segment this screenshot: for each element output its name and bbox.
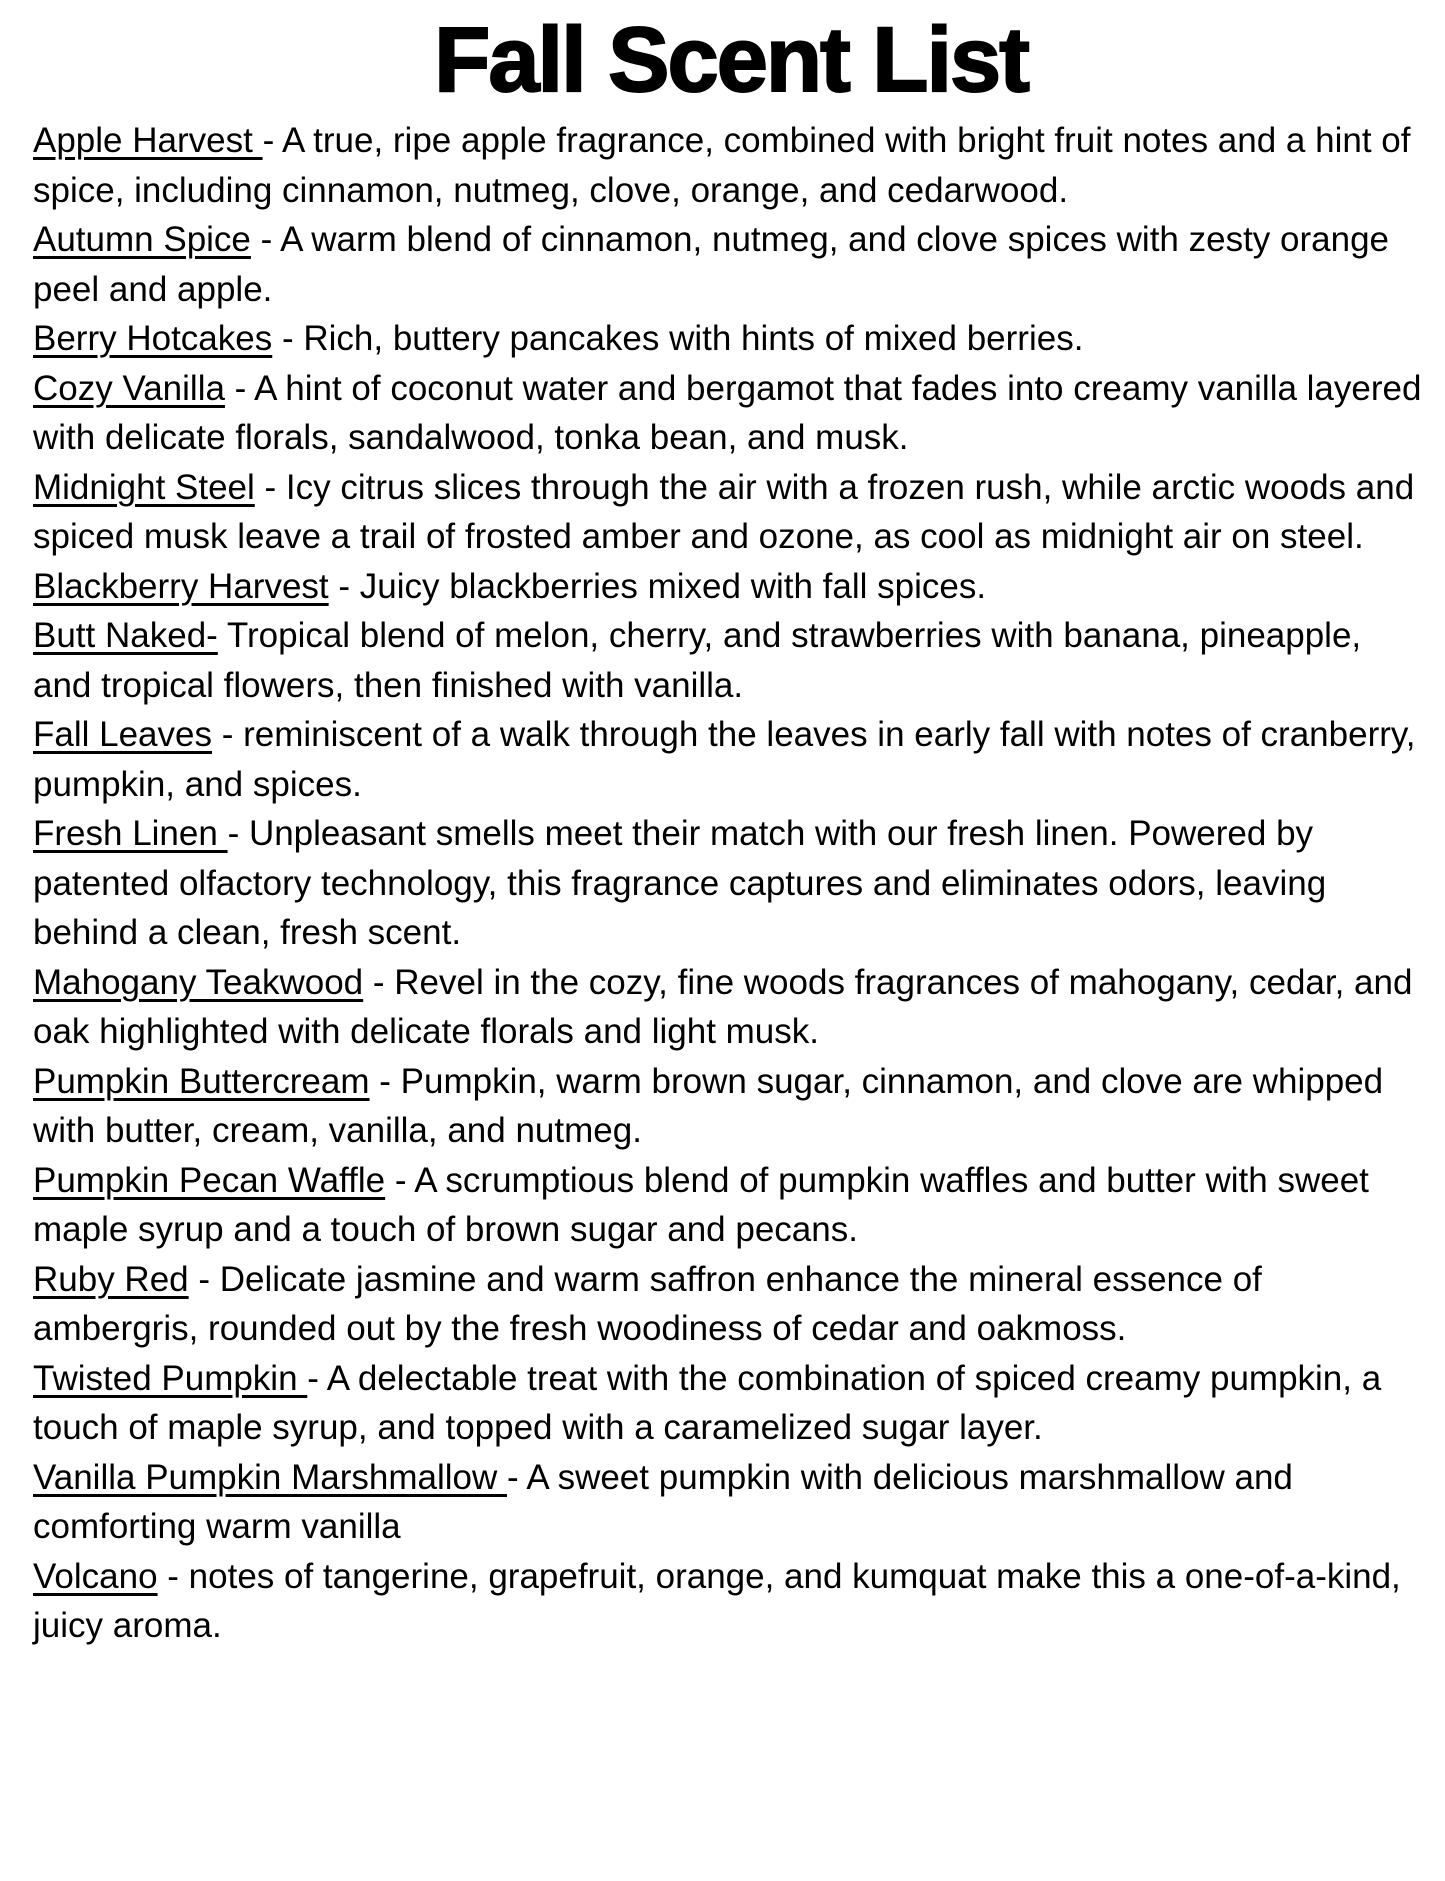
scent-description: - A scrumptious blend of pumpkin waffles and butter with sweet maple syrup and a touch of brown sugar and pecans. [33,1160,1379,1249]
scent-description: - A sweet pumpkin with delicious marshmallow and comforting warm vanilla [33,1457,1303,1546]
scent-name: Butt Naked- [33,616,218,655]
scent-entry [33,1552,1429,1651]
scent-name: Midnight Steel [33,467,255,507]
page-title: Fall Scent List [434,9,1028,111]
scent-entry [33,1354,1429,1453]
scent-entry [33,314,1429,364]
scent-entry [33,215,1429,314]
scent-description: - Juicy blackberries mixed with fall spices. [328,566,987,606]
scent-name: Autumn Spice [33,220,251,259]
scent-entry [33,1255,1429,1354]
scent-name: Pumpkin Pecan Waffle [33,1160,386,1200]
scent-entry [33,364,1432,463]
scent-name: Blackberry Harvest [33,566,329,606]
scent-entry [33,1453,1429,1552]
scent-name: Pumpkin Buttercream [33,1061,370,1101]
scent-name: Mahogany Teakwood [33,962,364,1002]
scent-name: Vanilla Pumpkin Marshmallow [33,1457,507,1497]
scent-name: Fall Leaves [33,715,212,754]
scent-entry [33,562,1429,612]
scent-description: - Revel in the cozy, fine woods fragrances of mahogany, cedar, and oak highlighted with delicate florals and light musk. [33,962,1423,1051]
scent-description: - A hint of coconut water and bergamot that fades into creamy vanilla layered with delicate florals, sandalwood, tonka bean, and musk. [33,368,1432,457]
scent-name: Cozy Vanilla [33,368,225,408]
scent-entry [33,1057,1429,1156]
scent-description: - Pumpkin, warm brown sugar, cinnamon, and clove are whipped with butter, cream, vanilla, and nutmeg. [33,1061,1393,1150]
scent-description: - A true, ripe apple fragrance, combined with bright fruit notes and a hint of spice, including cinnamon, nutmeg, clove, orange, and cedarwood. [33,121,1421,210]
scent-name: Volcano [33,1556,158,1596]
scent-description: - A delectable treat with the combination of spiced creamy pumpkin, a touch of maple syrup, and topped with a caramelized sugar layer. [33,1358,1391,1447]
scent-entry [33,1156,1429,1255]
scent-description: Tropical blend of melon, cherry, and strawberries with banana, pineapple, and tropical flowers, then finished with vanilla. [33,616,1371,705]
scent-description: - Icy citrus slices through the air with a frozen rush, while arctic woods and spiced musk leave a trail of frosted amber and ozone, as cool as midnight air on steel. [33,467,1424,556]
scent-entry [33,116,1429,215]
scent-entry [33,809,1429,958]
scent-name: Apple Harvest [33,121,263,160]
scent-entry [33,958,1429,1057]
scent-entry [33,611,1429,710]
scent-description: - reminiscent of a walk through the leaves in early fall with notes of cranberry, pumpkin, and spices. [33,715,1426,804]
scent-name: Berry Hotcakes [33,319,273,358]
scent-name: Ruby Red [33,1259,189,1299]
scent-entry [33,463,1429,562]
scent-description: - notes of tangerine, grapefruit, orange, and kumquat make this a one-of-a-kind, juicy aroma. [33,1556,1411,1645]
scent-description: - Unpleasant smells meet their match with our fresh linen. Powered by patented olfactory technology, this fragrance captures and eliminates odors, leaving behind a clean, fresh scent. [33,814,1336,952]
scent-entry [33,710,1429,809]
scent-description: - Delicate jasmine and warm saffron enhance the mineral essence of ambergris, rounded out by the fresh woodiness of cedar and oakmoss. [33,1259,1272,1348]
document-page [0,10,1445,1881]
scent-description: - Rich, buttery pancakes with hints of mixed berries. [272,319,1084,358]
scent-name: Fresh Linen [33,814,228,853]
scent-description: - A warm blend of cinnamon, nutmeg, and clove spices with zesty orange peel and apple. [33,220,1399,309]
scent-name: Twisted Pumpkin [33,1358,308,1398]
scent-list [33,116,1432,1651]
